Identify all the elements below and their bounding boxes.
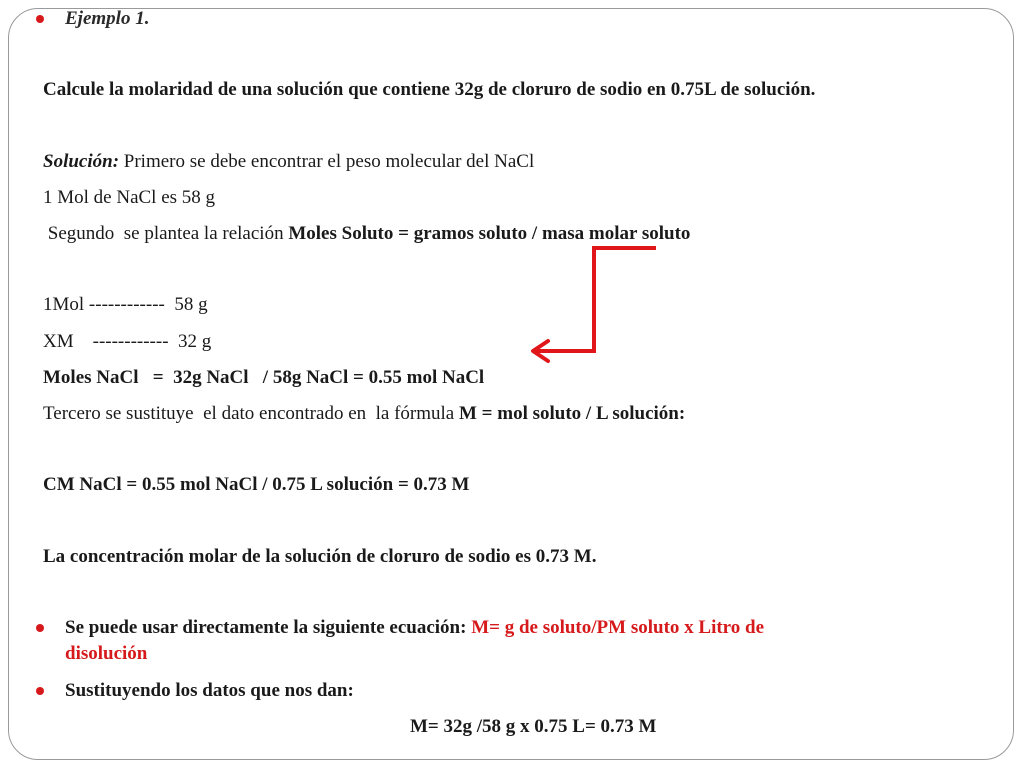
final-equation	[410, 715, 656, 739]
conclusion	[43, 545, 596, 569]
ratio-2-text: XM ------------ 32 g	[43, 331, 212, 352]
bullet-substitute-text: Sustituyendo los datos que nos dan:	[65, 680, 354, 701]
bullet-equation	[65, 615, 764, 667]
cm-calc-text: CM NaCl = 0.55 mol NaCl / 0.75 L solución = 0.73 M	[43, 474, 470, 495]
solution-label: Solución:	[43, 151, 120, 172]
step2-formula: Moles Soluto = gramos soluto / masa molar soluto	[288, 223, 691, 244]
bullet-equation-formula-cont: disolución	[65, 643, 148, 664]
problem-text: Calcule la molaridad de una solución que contiene 32g de cloruro de sodio en 0.75L de solución.	[43, 79, 816, 100]
solution-line	[43, 150, 534, 174]
example-title	[65, 7, 149, 31]
mol-line	[43, 186, 215, 210]
problem-statement	[43, 78, 815, 102]
ratio-line-2	[43, 330, 211, 354]
bullet-marker	[36, 624, 44, 632]
step3-formula: M = mol soluto / L solución:	[459, 403, 686, 424]
step2-line	[43, 222, 690, 246]
cm-calc	[43, 473, 469, 497]
moles-calc	[43, 366, 484, 390]
example-title-text: Ejemplo 1.	[65, 8, 150, 29]
final-equation-text: M= 32g /58 g x 0.75 L= 0.73 M	[410, 716, 657, 737]
bullet-marker	[36, 15, 44, 23]
bullet-equation-text: Se puede usar directamente la siguiente ecuación:	[65, 617, 472, 638]
step3-line	[43, 402, 685, 426]
solution-text: Primero se debe encontrar el peso molecular del NaCl	[119, 151, 535, 172]
conclusion-text: La concentración molar de la solución de cloruro de sodio es 0.73 M.	[43, 546, 597, 567]
bullet-marker	[36, 687, 44, 695]
step3-text: Tercero se sustituye el dato encontrado en la fórmula	[43, 403, 459, 424]
bullet-substitute	[65, 678, 354, 704]
bullet-equation-formula: M= g de soluto/PM soluto x Litro de	[471, 617, 765, 638]
step2-text: Segundo se plantea la relación	[43, 223, 289, 244]
ratio-1-text: 1Mol ------------ 58 g	[43, 294, 208, 315]
ratio-line-1	[43, 293, 208, 317]
mol-line-text: 1 Mol de NaCl es 58 g	[43, 187, 216, 208]
moles-calc-text: Moles NaCl = 32g NaCl / 58g NaCl = 0.55 mol NaCl	[43, 367, 485, 388]
